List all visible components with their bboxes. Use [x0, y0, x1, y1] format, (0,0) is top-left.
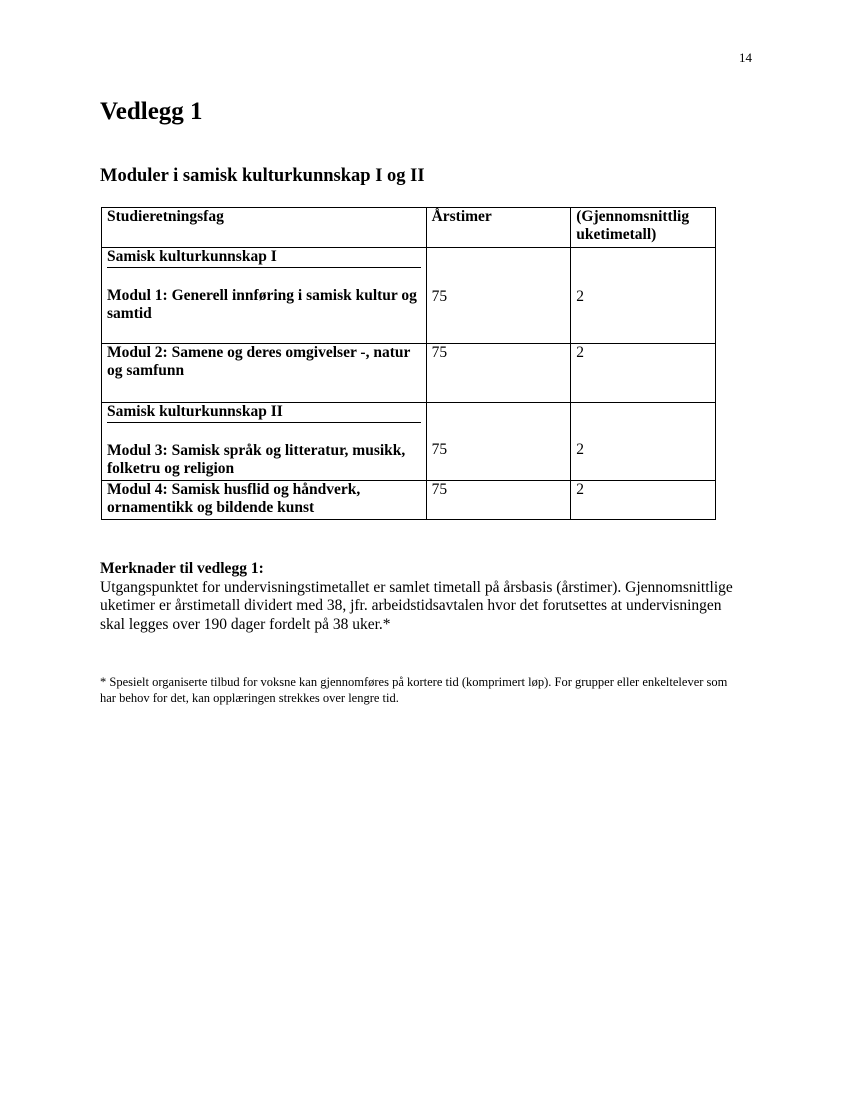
- module-4-label: Modul 4: Samisk husflid og håndverk, ornamentikk og bildende kunst: [102, 481, 427, 520]
- table-row: [102, 344, 716, 403]
- page-title: Vedlegg 1: [100, 98, 203, 125]
- hours-cell: [426, 248, 571, 344]
- subject-cell: [102, 248, 427, 344]
- weekly-cell: [571, 403, 716, 481]
- module-4-hours: 75: [426, 481, 571, 520]
- group-heading-2: Samisk kulturkunnskap II: [107, 403, 421, 423]
- module-2-hours: 75: [426, 344, 571, 403]
- notes-section: [100, 560, 740, 634]
- section-subtitle: Moduler i samisk kulturkunnskap I og II: [100, 166, 425, 186]
- module-3-label: Modul 3: Samisk språk og litteratur, musikk, folketru og religion: [107, 442, 406, 477]
- module-1-weekly: 2: [576, 288, 585, 305]
- group-heading-1: Samisk kulturkunnskap I: [107, 248, 421, 268]
- modules-table: [101, 207, 716, 520]
- table-row: [102, 481, 716, 520]
- hours-cell: [426, 403, 571, 481]
- module-4-weekly: 2: [571, 481, 716, 520]
- table-row: [102, 248, 716, 344]
- header-subject: Studieretningsfag: [102, 208, 427, 248]
- module-2-label: Modul 2: Samene og deres omgivelser -, natur og samfunn: [102, 344, 427, 403]
- module-3-hours: 75: [431, 441, 448, 458]
- module-1-hours: 75: [431, 288, 448, 305]
- table-header-row: [102, 208, 716, 248]
- subject-cell: [102, 403, 427, 481]
- weekly-cell: [571, 248, 716, 344]
- module-1-label: Modul 1: Generell innføring i samisk kultur og samtid: [107, 287, 417, 322]
- header-hours: Årstimer: [426, 208, 571, 248]
- notes-text: Utgangspunktet for undervisningstimetallet er samlet timetall på årsbasis (årstimer). Gjennomsnittlige uketimer er årstimetall dividert med 38, jfr. arbeidstidsavtalen hvor det forutsettes at undervisningen skal legges over 190 dager fordelt på 38 uker.*: [100, 578, 733, 633]
- page-number: 14: [739, 50, 752, 65]
- module-2-weekly: 2: [571, 344, 716, 403]
- module-3-weekly: 2: [576, 441, 585, 458]
- footnote: * Spesielt organiserte tilbud for voksne kan gjennomføres på kortere tid (komprimert løp). For grupper eller enkeltelever som har behov for det, kan opplæringen strekkes over lengre tid.: [100, 675, 728, 705]
- notes-heading: Merknader til vedlegg 1:: [100, 560, 264, 577]
- header-weekly: (Gjennomsnittlig uketimetall): [571, 208, 716, 248]
- table-row: [102, 403, 716, 481]
